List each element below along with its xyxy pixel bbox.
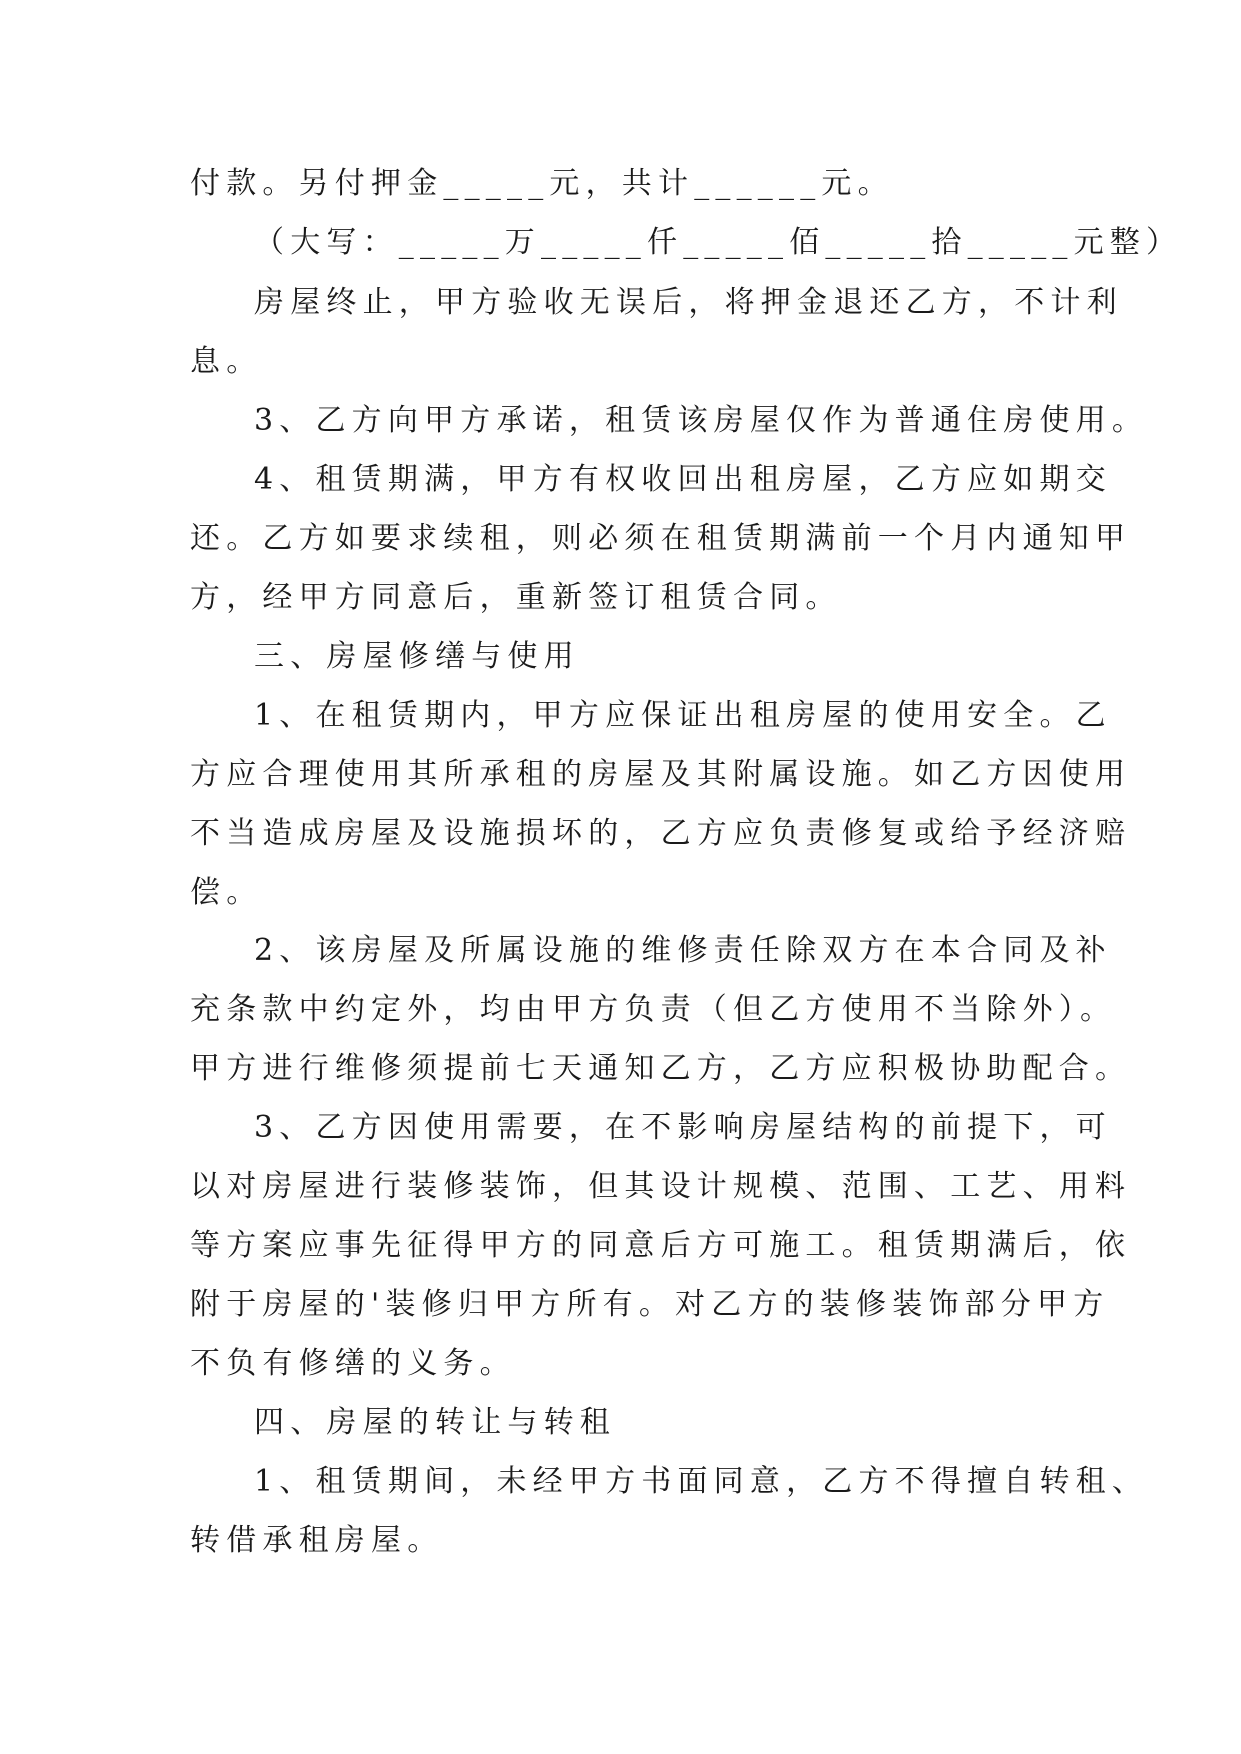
text-line: 息。 bbox=[190, 344, 263, 379]
text-line: 不当造成房屋及设施损坏的，乙方应负责修复或给予经济赔 bbox=[190, 816, 1132, 851]
text-line: 充条款中约定外，均由甲方负责（但乙方使用不当除外）。 bbox=[190, 992, 1117, 1027]
text-line: 1、租赁期间，未经甲方书面同意，乙方不得擅自转租、 bbox=[254, 1464, 1149, 1499]
text-line: 还。乙方如要求续租，则必须在租赁期满前一个月内通知甲 bbox=[190, 521, 1132, 556]
text-line: 转借承租房屋。 bbox=[190, 1523, 444, 1558]
section-heading: 三、房屋修缮与使用 bbox=[254, 639, 580, 674]
text-line: 3、乙方向甲方承诺，租赁该房屋仅作为普通住房使用。 bbox=[254, 403, 1149, 438]
text-line: 2、该房屋及所属设施的维修责任除双方在本合同及补 bbox=[254, 933, 1112, 968]
text-line: 1、在租赁期内，甲方应保证出租房屋的使用安全。乙 bbox=[254, 698, 1112, 733]
text-line: 4、租赁期满，甲方有权收回出租房屋，乙方应如期交 bbox=[254, 462, 1112, 497]
text-line: 方应合理使用其所承租的房屋及其附属设施。如乙方因使用 bbox=[190, 757, 1132, 792]
section-heading: 四、房屋的转让与转租 bbox=[254, 1405, 616, 1440]
text-line: 方，经甲方同意后，重新签订租赁合同。 bbox=[190, 580, 842, 615]
text-line: 付款。另付押金_____元，共计______元。 bbox=[190, 166, 894, 201]
text-line: 偿。 bbox=[190, 875, 263, 910]
text-line: 甲方进行维修须提前七天通知乙方，乙方应积极协助配合。 bbox=[190, 1051, 1132, 1086]
text-line: 3、乙方因使用需要，在不影响房屋结构的前提下，可 bbox=[254, 1110, 1112, 1145]
text-line: 房屋终止，甲方验收无误后，将押金退还乙方，不计利 bbox=[254, 285, 1123, 320]
text-line: 等方案应事先征得甲方的同意后方可施工。租赁期满后，依 bbox=[190, 1228, 1132, 1263]
text-line: 以对房屋进行装修装饰，但其设计规模、范围、工艺、用料 bbox=[190, 1169, 1132, 1204]
text-line: 附于房屋的'装修归甲方所有。对乙方的装修装饰部分甲方 bbox=[190, 1287, 1110, 1322]
text-line: 不负有修缮的义务。 bbox=[190, 1346, 516, 1381]
text-line: （大写：_____万_____仟_____佰_____拾_____元整） bbox=[254, 225, 1183, 260]
